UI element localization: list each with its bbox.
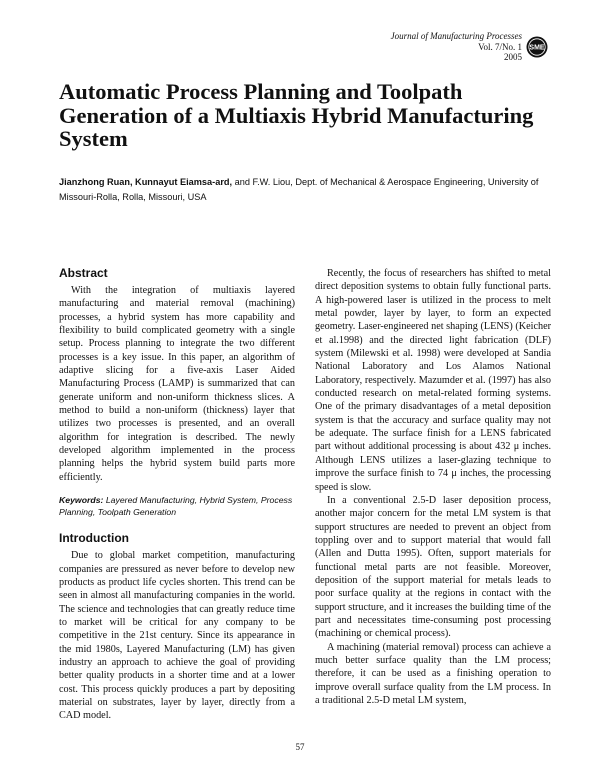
journal-header [391, 31, 522, 63]
intro-paragraph: Due to global market competition, manufacturing companies are pressured as never before to develop new products as product life cycles shorten. This trend can be seen in almost all manufacturing companies in the world. The science and technologies that can greatly reduce time to market will be critical for any company to be competitive in the 21st century. Since its appearance in the mid 1980s, Layered Manufacturing (LM) has given industry an approach to achieve the goal of providing better quality products in a shorter time and at a lower cost. This process quickly produces a part by depositing material on substrates, layer by layer, directly from a CAD model. [59, 550, 295, 722]
sme-logo-icon [526, 36, 548, 58]
abstract-heading: Abstract [59, 266, 108, 280]
journal-volume: Vol. 7/No. 1 [478, 41, 522, 52]
intro-paragraph: A machining (material removal) process can achieve a much better surface quality than the LM process; therefore, it can be used as a finishing operation to improve overall surface quality from the LM process. In a traditional 2.5-D metal LM system, [315, 641, 551, 706]
right-column [315, 267, 551, 707]
journal-year: 2005 [504, 52, 522, 62]
keywords-label: Keywords: [59, 495, 104, 506]
abstract-text: With the integration of multiaxis layered manufacturing and material removal (machining) processes, a hybrid system has more capability and flexibility to build complicated geometry with a single setup. Process planning to integrate the two different processes is a key issue. In this paper, an algorithm of adaptive slicing for a five-axis Laser Aided Manufacturing Process (LAMP) is summarized that can generate uniform and non-uniform thickness slices. A method to build a non-uniform (thickness) layer that utilizes two processes is presented, and an overall algorithm for integration is described. The newly developed algorithm implemented in the process planning helps the hybrid system build parts more efficiently. [59, 285, 295, 483]
author-affiliation: and F.W. Liou, Dept. of Mechanical & Aerospace Engineering, University of Missouri-Rolla, Rolla, Missouri, USA [59, 177, 539, 202]
journal-name: Journal of Manufacturing Processes [390, 31, 522, 41]
intro-paragraph: In a conventional 2.5-D laser deposition process, another major concern for the metal LM system is that support structures are needed to prevent an object from toppling over and to support material that would fall (Allen and Dutta 1995). Often, support materials for functional metal parts are not feasible. Moreover, deposition of the support material for metals leads to poor surface quality at the regions in contact with the support structure, and it increases the building time of the part and necessitates time-consuming post processing (machining or chemical process). [315, 494, 551, 640]
paper-title: Automatic Process Planning and Toolpath Generation of a Multiaxis Hybrid Manufacturing System [59, 79, 534, 151]
keywords [59, 494, 295, 518]
intro-paragraph: Recently, the focus of researchers has shifted to metal direct deposition systems to obtain fully functional parts. A high-powered laser is utilized in the process to melt metal powder, layer by layer, to form an expected geometry. Laser-engineered net shaping (LENS) (Keicher et al.1998) and the directed light fabrication (DLF) system (Milewski et al. 1998) were developed at Sandia National Laboratory and Los Alamos National Laboratory, respectively. Mazumder et al. (1997) has also conducted research on metal-related forming systems. One of the primary disadvantages of a metal deposition system is that the accuracy and surface quality may not be adequate. The surface finish for a LENS fabricated part without additional processing is about 432 μ inches. Although LENS utilizes a laser-glazing technique to improve the surface finish to 74 μ inches, the processing speed is slow. [315, 268, 551, 493]
introduction-heading: Introduction [59, 531, 129, 546]
author-line [59, 175, 549, 205]
sme-logo-text: SME [529, 44, 545, 52]
page-number: 57 [295, 742, 305, 752]
author-names: Jianzhong Ruan, Kunnayut Eiamsa-ard, [59, 177, 233, 187]
keywords-text: Layered Manufacturing, Hybrid System, Process Planning, Toolpath Generation [59, 495, 293, 518]
left-column [59, 265, 295, 723]
